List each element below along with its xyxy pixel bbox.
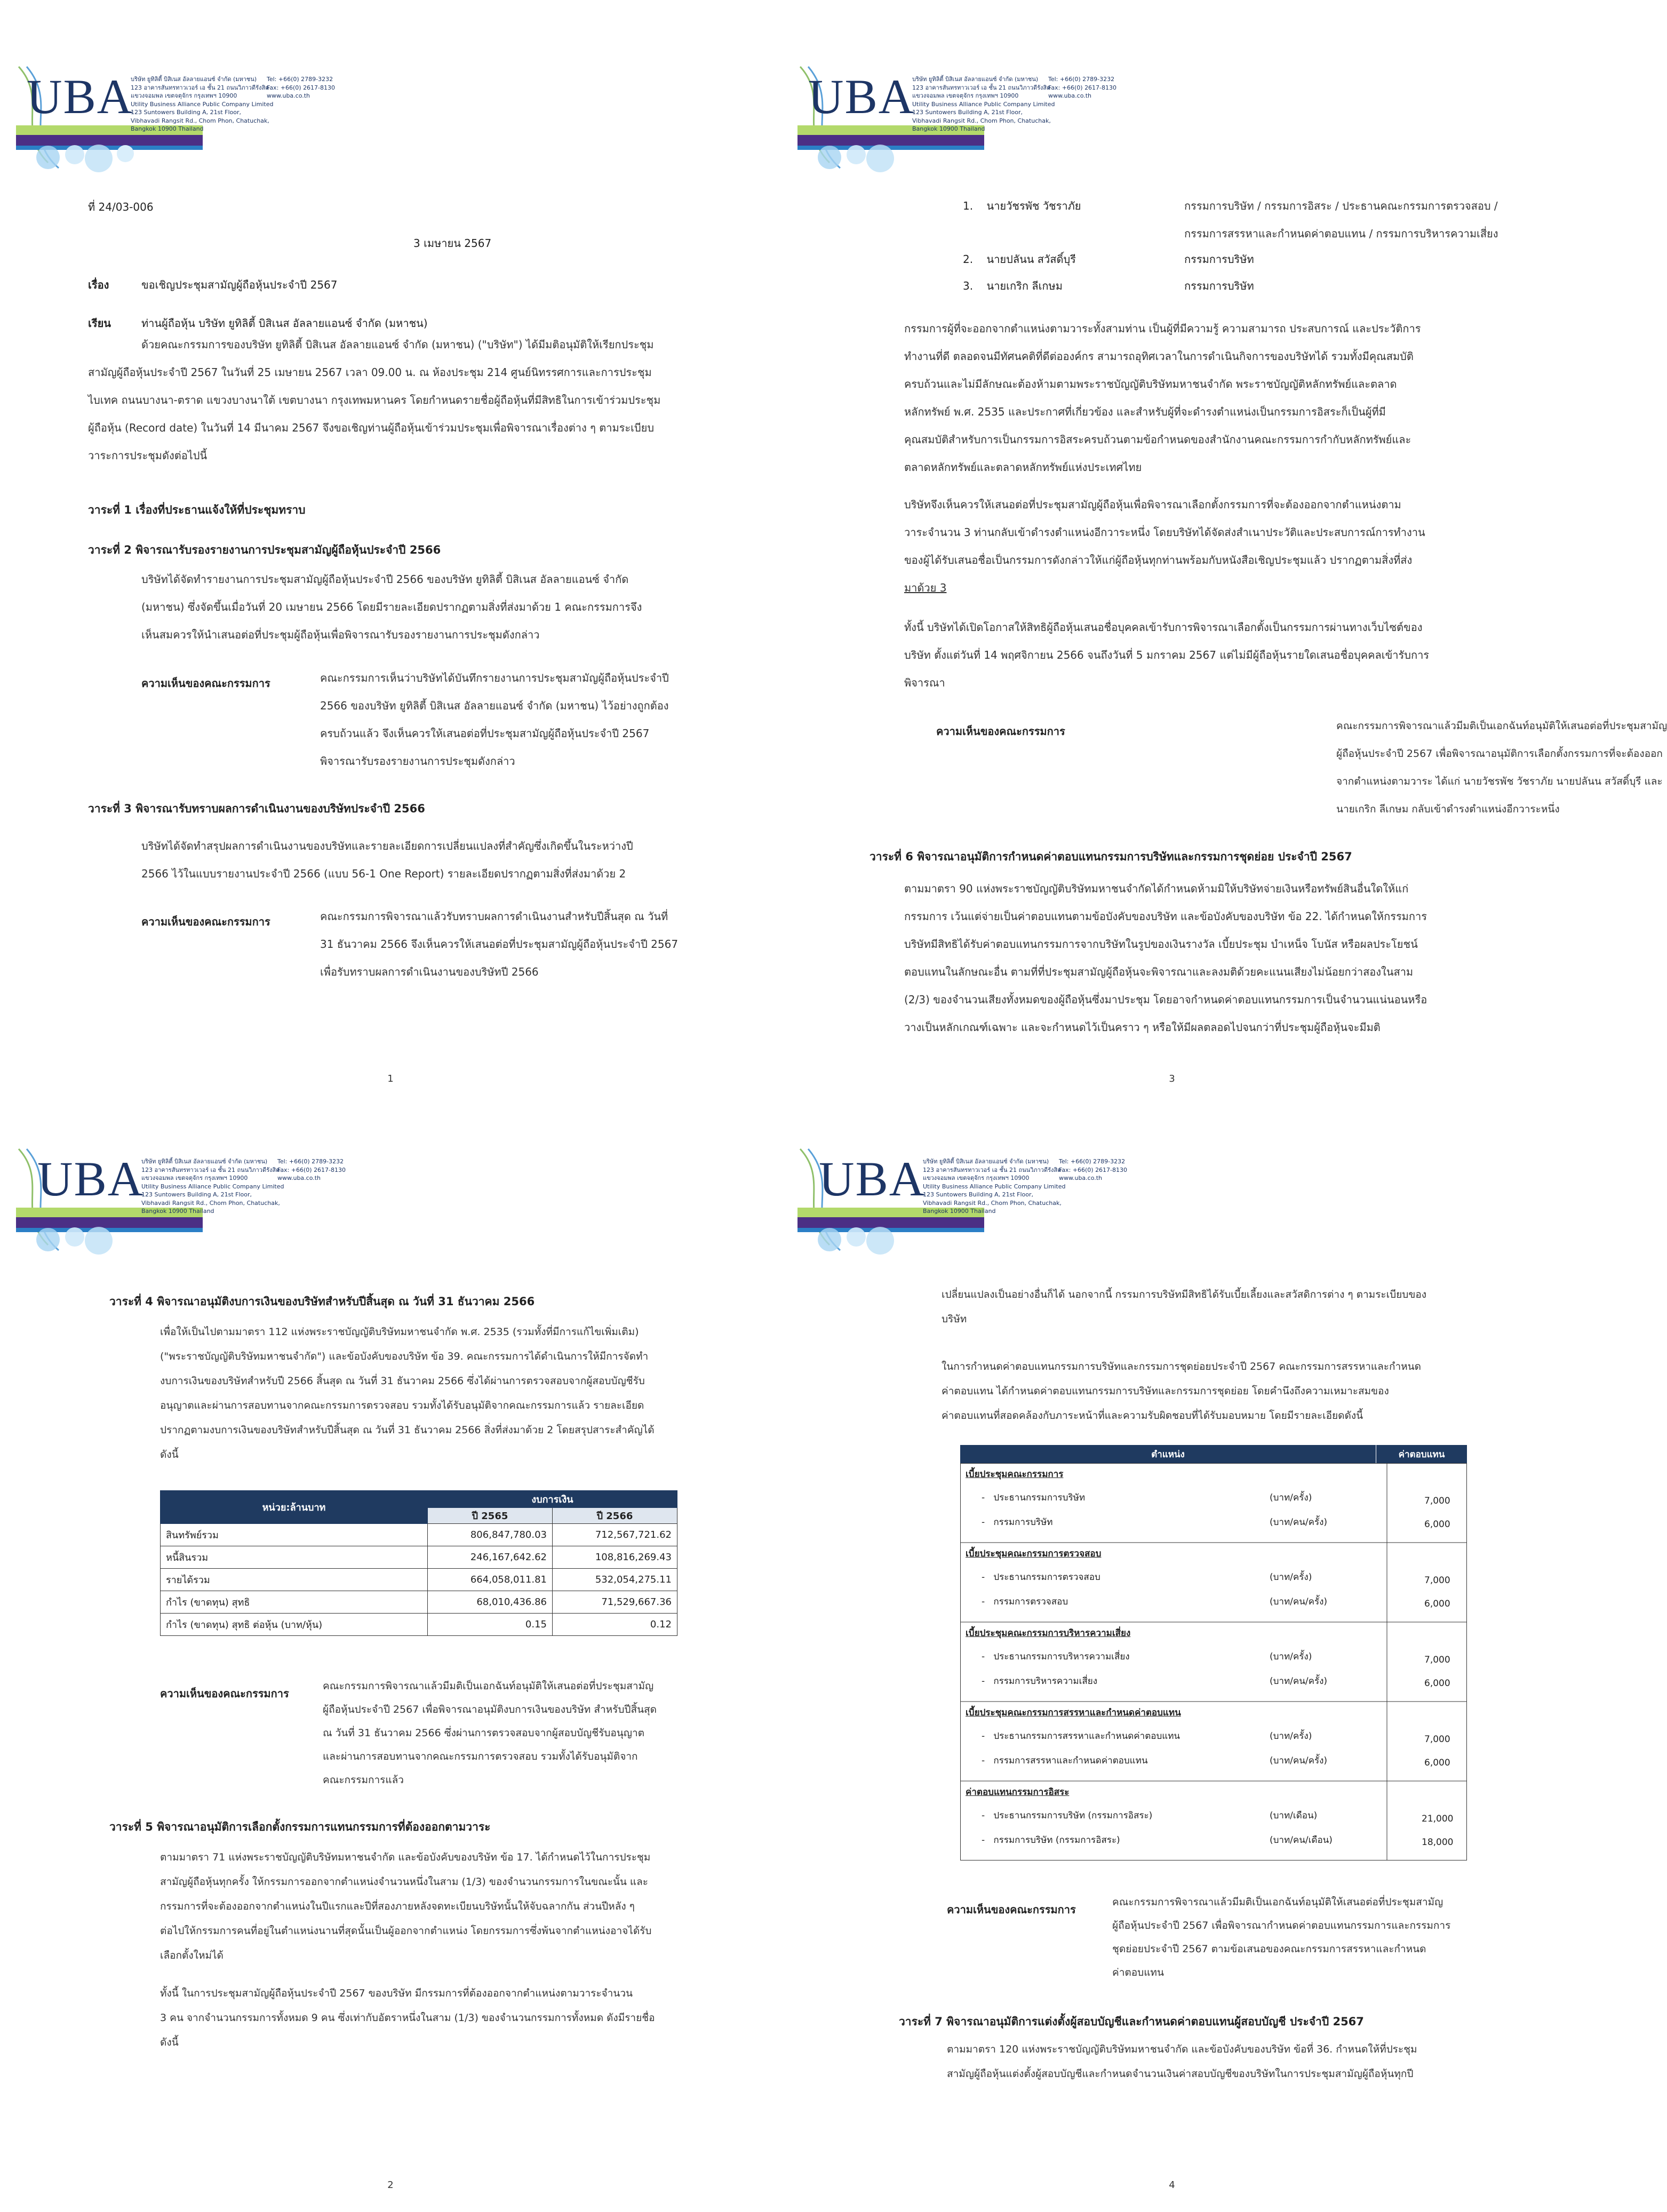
company-logo: UBA — [37, 1152, 145, 1206]
agenda-3-opinion-label: ความเห็นของคณะกรรมการ — [141, 915, 270, 928]
page-number: 2 — [387, 2179, 394, 2191]
company-logo: UBA — [819, 1152, 926, 1206]
shareholder-nomination-paragraph: ทั้งนี้ บริษัทได้เปิดโอกาสให้สิทธิผู้ถือหุ้นเสนอชื่อบุคคลเข้ารับการพิจารณาเลือกตั้งเป็นกรรมการผ่านทางเว็บไซต์ของ บริษัท ตั้งแต่วันที่ 14 พฤศจิกายน 2566 จนถึงวันที่ 5 มกราคม 2567 แต่ไม่มีผู้ถือหุ้นรายใดเสนอชื่อบุคคลเข้ารับการ พิจารณา — [904, 621, 1430, 689]
company-address: บริษัท ยูทิลิตี้ บิสิเนส อัลลายแอนซ์ จำกัด (มหาชน) 123 อาคารสันทรทาวเวอร์ เอ ชั้น 21 ถนนวิภาวดีรังสิต แขวงจอมพล เขตจตุจักร กรุงเทพฯ 10900 Utility Business Alliance Public Company Limited 123 Suntowers Building A, 21st Floor, Vibhavadi Rangsit Rd., Chom Phon, Chatuchak, Bangkok 10900 Thailand — [923, 1158, 1066, 1215]
compensation-table — [960, 1445, 1467, 1463]
agenda-5-text: ตามมาตรา 71 แห่งพระราชบัญญัติบริษัทมหาชนจำกัด และข้อบังคับของบริษัท ข้อ 17. ได้กำหนดไว้ในการประชุม สามัญผู้ถือหุ้นทุกครั้ง ให้กรรมการออกจากตำแหน่งจำนวนหนึ่งในสาม (1/3) ของจำนวนกรรมการในขณะนั้น และ กรรมการที่จะต้องออกจากตำแหน่งในปีแรกและปีที่สองภายหลังจดทะเบียนบริษัทนั้นให้จับฉลากกัน ส่วนปีหลัง ๆ ต่อไปให้กรรมการคนที่อยู่ในตำแหน่งนานที่สุดนั้นเป็นผู้ออกจากตำแหน่ง โดยกรรมการซึ่งพ้นจากตำแหน่งอาจได้รับ เลือกตั้งใหม่ได้ — [160, 1851, 652, 1961]
company-address: บริษัท ยูทิลิตี้ บิสิเนส อัลลายแอนซ์ จำกัด (มหาชน) 123 อาคารสันทรทาวเวอร์ เอ ชั้น 21 ถนนวิภาวดีรังสิต แขวงจอมพล เขตจตุจักร กรุงเทพฯ 10900 Utility Business Alliance Public Company Limited 123 Suntowers Building A, 21st Floor, Vibhavadi Rangsit Rd., Chom Phon, Chatuchak, Bangkok 10900 Thailand — [141, 1158, 284, 1215]
intro-paragraph: ด้วยคณะกรรมการของบริษัท ยูทิลิตี้ บิสิเนส อัลลายแอนซ์ จำกัด (มหาชน) ("บริษัท") ได้มีมติอนุมัติให้เรียกประชุม สามัญผู้ถือหุ้นประจำปี 2567 ในวันที่ 25 เมษายน 2567 เวลา 09.00 น. ณ ห้องประชุม 214 ศูนย์นิทรรศการและการประชุม ไบเทค ถนนบางนา-ตราด แขวงบางนาใต้ เขตบางนา กรุงเทพมหานคร โดยกำหนดรายชื่อผู้ถือหุ้นที่มีสิทธิในการเข้าร่วมประชุม ผู้ถือหุ้น (Record date) ในวันที่ 14 มีนาคม 2567 จึงขอเชิญท่านผู้ถือหุ้นเข้าร่วมประชุมเพื่อพิจารณาเรื่องต่าง ๆ ตามระเบียบ วาระการประชุมดังต่อไปนี้ — [88, 338, 661, 462]
table-row-group: เบี้ยประชุมคณะกรรมการบริหารความเสี่ยง - ประธานกรรมการบริหารความเสี่ยง (บาท/ครั้ง) 7,000 - กรรมการบริหารความเสี่ยง (บาท/คน/ครั้ง) 6,000 — [966, 1628, 1450, 1689]
page-2 — [0, 1106, 781, 2212]
company-contact: Tel: +66(0) 2789-3232 Fax: +66(0) 2617-8130 www.uba.co.th — [1048, 76, 1117, 99]
company-logo: UBA — [808, 69, 915, 124]
page-1 — [0, 0, 781, 1106]
agenda-3-heading: วาระที่ 3 พิจารณารับทราบผลการดำเนินงานของบริษัทประจำปี 2566 — [88, 802, 425, 815]
to-label: เรียน — [88, 317, 111, 330]
agenda-6-opinion-label: ความเห็นของคณะกรรมการ — [947, 1903, 1076, 1916]
company-logo: UBA — [27, 69, 134, 124]
company-address: บริษัท ยูทิลิตี้ บิสิเนส อัลลายแอนซ์ จำกัด (มหาชน) 123 อาคารสันทรทาวเวอร์ เอ ชั้น 21 ถนนวิภาวดีรังสิต แขวงจอมพล เขตจตุจักร กรุงเทพฯ 10900 Utility Business Alliance Public Company Limited 123 Suntowers Building A, 21st Floor, Vibhavadi Rangsit Rd., Chom Phon, Chatuchak, Bangkok 10900 Thailand — [912, 76, 1055, 132]
company-contact: Tel: +66(0) 2789-3232 Fax: +66(0) 2617-8130 www.uba.co.th — [267, 76, 336, 99]
director-2: 2. นายปลันน สวัสดิ์บุรี — [963, 253, 1076, 266]
page-3 — [781, 0, 1667, 1106]
company-address: บริษัท ยูทิลิตี้ บิสิเนส อัลลายแอนซ์ จำกัด (มหาชน) 123 อาคารสันทรทาวเวอร์ เอ ชั้น 21 ถนนวิภาวดีรังสิต แขวงจอมพล เขตจตุจักร กรุงเทพฯ 10900 Utility Business Alliance Public Company Limited 123 Suntowers Building A, 21st Floor, Vibhavadi Rangsit Rd., Chom Phon, Chatuchak, Bangkok 10900 Thailand — [131, 76, 274, 132]
agenda-5-text-2: ทั้งนี้ ในการประชุมสามัญผู้ถือหุ้นประจำปี 2567 ของบริษัท มีกรรมการที่ต้องออกจากตำแหน่งตามวาระจำนวน 3 คน จากจำนวนกรรมการทั้งหมด 9 คน ซึ่งเท่ากับอัตราหนึ่งในสาม (1/3) ของจำนวนกรรมการทั้งหมด ดังมีรายชื่อ ดังนี้ — [160, 1987, 655, 2048]
agenda-2-opinion: คณะกรรมการเห็นว่าบริษัทได้บันทึกรายงานการประชุมสามัญผู้ถือหุ้นประจำปี 2566 ของบริษัท ยูทิลิตี้ บิสิเนส อัลลายแอนซ์ จำกัด (มหาชน) ไว้อย่างถูกต้อง ครบถ้วนแล้ว จึงเห็นควรให้เสนอต่อที่ประชุมสามัญผู้ถือหุ้นประจำปี 2567 พิจารณารับรองรายงานการประชุมดังกล่าว — [320, 672, 669, 768]
company-contact: Tel: +66(0) 2789-3232 Fax: +66(0) 2617-8130 www.uba.co.th — [1059, 1158, 1128, 1181]
director-1-role: กรรมการบริษัท / กรรมการอิสระ / ประธานคณะกรรมการตรวจสอบ / กรรมการสรรหาและกำหนดค่าตอบแทน / กรรมการบริหารความเสี่ยง — [1184, 199, 1498, 240]
nomination-paragraph: บริษัทจึงเห็นควรให้เสนอต่อที่ประชุมสามัญผู้ถือหุ้นเพื่อพิจารณาเลือกตั้งกรรมการที่จะต้องออกจากตำแหน่งตาม วาระจำนวน 3 ท่านกลับเข้าดำรงตำแหน่งอีกวาระหนึ่ง โดยบริษัทได้จัดส่งสำเนาประวัติและประสบการณ์การทำงาน ของผู้ได้รับเสนอชื่อเป็นกรรมการดังกล่าวให้แก่ผู้ถือหุ้นทุกท่านพร้อมกับหนังสือเชิญประชุมแล้ว ปรากฏตามสิ่งที่ส่ง มาด้วย 3 — [904, 498, 1425, 594]
agenda-2-text: บริษัทได้จัดทำรายงานการประชุมสามัญผู้ถือหุ้นประจำปี 2566 ของบริษัท ยูทิลิตี้ บิสิเนส อัลลายแอนซ์ จำกัด (มหาชน) ซึ่งจัดขึ้นเมื่อวันที่ 20 เมษายน 2566 โดยมีรายละเอียดปรากฏตามสิ่งที่ส่งมาด้วย 1 คณะกรรมการจึง เห็นสมควรให้นำเสนอต่อที่ประชุมผู้ถือหุ้นเพื่อพิจารณารับรองรายงานการประชุมดังกล่าว — [141, 573, 642, 641]
agenda-2-opinion-label: ความเห็นของคณะกรรมการ — [141, 677, 270, 690]
agenda-2-heading: วาระที่ 2 พิจารณารับรองรายงานการประชุมสามัญผู้ถือหุ้นประจำปี 2566 — [88, 544, 441, 556]
page-4 — [781, 1106, 1562, 2212]
agenda-1-heading: วาระที่ 1 เรื่องที่ประธานแจ้งให้ที่ประชุมทราบ — [88, 504, 306, 516]
table-row-group: เบี้ยประชุมคณะกรรมการตรวจสอบ - ประธานกรรมการตรวจสอบ (บาท/ครั้ง) 7,000 - กรรมการตรวจสอบ (บาท/คน/ครั้ง) 6,000 — [966, 1548, 1450, 1609]
financial-summary-table — [160, 1490, 677, 1636]
table-row: กำไร (ขาดทุน) สุทธิ ต่อหุ้น (บาท/หุ้น) 0.15 0.12 — [161, 1614, 677, 1636]
director-1: 1. นายวัชรพัช วัชราภัย — [963, 199, 1081, 212]
table-row: รายได้รวม 664,058,011.81 532,054,275.11 — [161, 1569, 677, 1591]
page-number: 3 — [1169, 1073, 1175, 1084]
subject-text: ขอเชิญประชุมสามัญผู้ถือหุ้นประจำปี 2567 — [141, 278, 338, 291]
director-3: 3. นายเกริก ลีเกษม — [963, 280, 1063, 292]
agenda-5-heading: วาระที่ 5 พิจารณาอนุมัติการเลือกตั้งกรรมการแทนกรรมการที่ต้องออกตามวาระ — [109, 1820, 491, 1833]
page-number: 4 — [1169, 2179, 1175, 2191]
table-header-group: งบการเงิน — [428, 1491, 677, 1508]
letterhead — [781, 67, 1562, 173]
reference-number: ที่ 24/03-006 — [88, 201, 154, 213]
agenda-6-text-2: ในการกำหนดค่าตอบแทนกรรมการบริษัทและกรรมการชุดย่อยประจำปี 2567 คณะกรรมการสรรหาและกำหนด ค่าตอบแทน ได้กำหนดค่าตอบแทนกรรมการบริษัทและกรรมการชุดย่อย โดยคำนึงถึงความเหมาะสมของ ค่าตอบแทนที่สอดคล้องกับภาระหน้าที่และความรับผิดชอบที่ได้รับมอบหมาย โดยมีรายละเอียดดังนี้ — [942, 1361, 1422, 1422]
table-header-unit: หน่วย:ล้านบาท — [161, 1491, 428, 1524]
letterhead — [0, 67, 781, 173]
agenda-6-text-cont: เปลี่ยนแปลงเป็นอย่างอื่นก็ได้ นอกจากนี้ กรรมการบริษัทมีสิทธิได้รับเบี้ยเลี้ยงและสวัสดิการต่าง ๆ ตามระเบียบของ บริษัท — [942, 1289, 1427, 1325]
table-header-position: ตำแหน่ง — [1151, 1449, 1185, 1460]
letterhead — [781, 1149, 1562, 1256]
table-header-year: ปี 2566 — [553, 1508, 677, 1524]
agenda-4-opinion-label: ความเห็นของคณะกรรมการ — [160, 1687, 289, 1700]
table-header-pay: ค่าตอบแทน — [1376, 1445, 1467, 1463]
agenda-4-opinion: คณะกรรมการพิจารณาแล้วมีมติเป็นเอกฉันท์อนุมัติให้เสนอต่อที่ประชุมสามัญ ผู้ถือหุ้นประจำปี 2567 เพื่อพิจารณาอนุมัติงบการเงินของบริษัท สำหรับปีสิ้นสุด ณ วันที่ 31 ธันวาคม 2566 ซึ่งผ่านการตรวจสอบจากผู้สอบบัญชีรับอนุญาต และผ่านการสอบทานจากคณะกรรมการตรวจสอบ รวมทั้งได้รับอนุมัติจาก คณะกรรมการแล้ว — [323, 1680, 657, 1786]
director-2-role: กรรมการบริษัท — [1184, 253, 1254, 266]
to-text: ท่านผู้ถือหุ้น บริษัท ยูทิลิตี้ บิสิเนส อัลลายแอนซ์ จำกัด (มหาชน) — [141, 317, 428, 330]
subject-label: เรื่อง — [88, 278, 109, 291]
agenda-7-text: ตามมาตรา 120 แห่งพระราชบัญญัติบริษัทมหาชนจำกัด และข้อบังคับของบริษัท ข้อที่ 36. กำหนดให้ที่ประชุม สามัญผู้ถือหุ้นแต่งตั้งผู้สอบบัญชีและกำหนดจำนวนเงินค่าสอบบัญชีของบริษัทในการประชุมสามัญผู้ถือหุ้นทุกปี — [947, 2043, 1417, 2080]
table-header-year: ปี 2565 — [428, 1508, 553, 1524]
agenda-3-opinion: คณะกรรมการพิจารณาแล้วรับทราบผลการดำเนินงานสำหรับปีสิ้นสุด ณ วันที่ 31 ธันวาคม 2566 จึงเห็นควรให้เสนอต่อที่ประชุมสามัญผู้ถือหุ้นประจำปี 2567 เพื่อรับทราบผลการดำเนินงานของบริษัทปี 2566 — [320, 910, 679, 978]
letter-date: 3 เมษายน 2567 — [413, 237, 492, 250]
agenda-4-text: เพื่อให้เป็นไปตามมาตรา 112 แห่งพระราชบัญญัติบริษัทมหาชนจำกัด พ.ศ. 2535 (รวมทั้งที่มีการแก้ไขเพิ่มเติม) ("พระราชบัญญัติบริษัทมหาชนจำกัด") และข้อบังคับของบริษัท ข้อ 39. คณะกรรมการได้ดำเนินการให้มีการจัดทำ งบการเงินของบริษัทสำหรับปี 2566 สิ้นสุด ณ วันที่ 31 ธันวาคม 2566 ซึ่งได้ผ่านการตรวจสอบจากผู้สอบบัญชีรับ อนุญาตและผ่านการสอบทานจากคณะกรรมการตรวจสอบ รวมทั้งได้รับอนุมัติจากคณะกรรมการแล้ว รายละเอียด ปรากฏตามงบการเงินของบริษัทสำหรับปีสิ้นสุด ณ วันที่ 31 ธันวาคม 2566 สิ่งที่ส่งมาด้วย 2 โดยสรุปสาระสำคัญได้ ดังนี้ — [160, 1326, 655, 1460]
agenda-6-text: ตามมาตรา 90 แห่งพระราชบัญญัติบริษัทมหาชนจำกัดได้กำหนดห้ามมิให้บริษัทจ่ายเงินหรือทรัพย์สินอื่นใดให้แก่ กรรมการ เว้นแต่จ่ายเป็นค่าตอบแทนตามข้อบังคับของบริษัท และข้อบังคับของบริษัท ข้อ 22. ได้กำหนดให้กรรมการ บริษัทมีสิทธิได้รับค่าตอบแทนกรรมการจากบริษัทในรูปของเงินรางวัล เบี้ยประชุม บำเหน็จ โบนัส หรือผลประโยชน์ ตอบแทนในลักษณะอื่น ตามที่ที่ประชุมสามัญผู้ถือหุ้นจะพิจารณาและลงมติด้วยคะแนนเสียงไม่น้อยกว่าสองในสาม (2/3) ของจำนวนเสียงทั้งหมดของผู้ถือหุ้นซึ่งมาประชุม โดยอาจกำหนดค่าตอบแทนกรรมการเป็นจำนวนแน่นอนหรือ วางเป็นหลักเกณฑ์เฉพาะ และจะกำหนดไว้เป็นคราว ๆ หรือให้มีผลตลอดไปจนกว่าที่ประชุมผู้ถือหุ้นจะมีมติ — [904, 882, 1427, 1034]
agenda-5-opinion: คณะกรรมการพิจารณาแล้วมีมติเป็นเอกฉันท์อนุมัติให้เสนอต่อที่ประชุมสามัญ ผู้ถือหุ้นประจำปี 2567 เพื่อพิจารณาอนุมัติการเลือกตั้งกรรมการที่จะต้องออก จากตำแหน่งตามวาระ ได้แก่ นายวัชรพัช วัชราภัย นายปลันน สวัสดิ์บุรี และ นายเกริก ลีเกษม กลับเข้าดำรงตำแหน่งอีกวาระหนึ่ง — [1336, 720, 1667, 815]
page-number: 1 — [387, 1073, 394, 1084]
table-row-group: เบี้ยประชุมคณะกรรมการสรรหาและกำหนดค่าตอบแทน - ประธานกรรมการสรรหาและกำหนดค่าตอบแทน (บาท/ครั้ง) 7,000 - กรรมการสรรหาและกำหนดค่าตอบแทน (บาท/คน/ครั้ง) 6,000 — [966, 1707, 1450, 1768]
agenda-4-heading: วาระที่ 4 พิจารณาอนุมัติงบการเงินของบริษัทสำหรับปีสิ้นสุด ณ วันที่ 31 ธันวาคม 2566 — [109, 1295, 535, 1308]
table-row-group: ค่าตอบแทนกรรมการอิสระ - ประธานกรรมการบริษัท (กรรมการอิสระ) (บาท/เดือน) 21,000 - กรรมการบริษัท (กรรมการอิสระ) (บาท/คน/เดือน) 18,000 — [966, 1787, 1454, 1848]
company-contact: Tel: +66(0) 2789-3232 Fax: +66(0) 2617-8130 www.uba.co.th — [277, 1158, 346, 1181]
table-row: สินทรัพย์รวม 806,847,780.03 712,567,721.62 — [161, 1524, 677, 1546]
agenda-7-heading: วาระที่ 7 พิจารณาอนุมัติการแต่งตั้งผู้สอบบัญชีและกำหนดค่าตอบแทนผู้สอบบัญชี ประจำปี 2567 — [899, 2015, 1364, 2028]
table-row: หนี้สินรวม 246,167,642.62 108,816,269.43 — [161, 1546, 677, 1569]
table-row: กำไร (ขาดทุน) สุทธิ 68,010,436.86 71,529,667.36 — [161, 1591, 677, 1614]
agenda-6-heading: วาระที่ 6 พิจารณาอนุมัติการกำหนดค่าตอบแทนกรรมการบริษัทและกรรมการชุดย่อย ประจำปี 2567 — [870, 850, 1352, 863]
agenda-3-text: บริษัทได้จัดทำสรุปผลการดำเนินงานของบริษัทและรายละเอียดการเปลี่ยนแปลงที่สำคัญซึ่งเกิดขึ้นในระหว่างปี 2566 ไว้ในแบบรายงานประจำปี 2566 (แบบ 56-1 One Report) รายละเอียดปรากฏตามสิ่งที่ส่งมาด้วย 2 — [141, 840, 633, 880]
letterhead — [0, 1149, 781, 1256]
agenda-5-opinion-label: ความเห็นของคณะกรรมการ — [936, 725, 1065, 738]
director-3-role: กรรมการบริษัท — [1184, 280, 1254, 292]
table-row-group: เบี้ยประชุมคณะกรรมการ - ประธานกรรมการบริษัท (บาท/ครั้ง) 7,000 - กรรมการบริษัท (บาท/คน/ครั้ง) 6,000 — [966, 1469, 1450, 1530]
directors-qualification: กรรมการผู้ที่จะออกจากตำแหน่งตามวาระทั้งสามท่าน เป็นผู้ที่มีความรู้ ความสามารถ ประสบการณ์ และประวัติการ ทำงานที่ดี ตลอดจนมีทัศนคติที่ดีต่อองค์กร สามารถอุทิศเวลาในการดำเนินกิจการของบริษัทได้ รวมทั้งมีคุณสมบัติ ครบถ้วนและไม่มีลักษณะต้องห้ามตามพระราชบัญญัติบริษัทมหาชนจำกัด พระราชบัญญัติหลักทรัพย์และตลาด หลักทรัพย์ พ.ศ. 2535 และประกาศที่เกี่ยวข้อง และสำหรับผู้ที่จะดำรงตำแหน่งเป็นกรรมการอิสระก็เป็นผู้ที่มี คุณสมบัติสำหรับการเป็นกรรมการอิสระครบถ้วนตามข้อกำหนดของสำนักงานคณะกรรมการกำกับหลักทรัพย์และ ตลาดหลักทรัพย์และตลาดหลักทรัพย์แห่งประเทศไทย — [904, 322, 1421, 474]
compensation-rows — [966, 1465, 1462, 1862]
agenda-6-opinion: คณะกรรมการพิจารณาแล้วมีมติเป็นเอกฉันท์อนุมัติให้เสนอต่อที่ประชุมสามัญ ผู้ถือหุ้นประจำปี 2567 เพื่อพิจารณากำหนดค่าตอบแทนกรรมการและกรรมการ ชุดย่อยประจำปี 2567 ตามข้อเสนอของคณะกรรมการสรรหาและกำหนด ค่าตอบแทน — [1112, 1896, 1451, 1978]
